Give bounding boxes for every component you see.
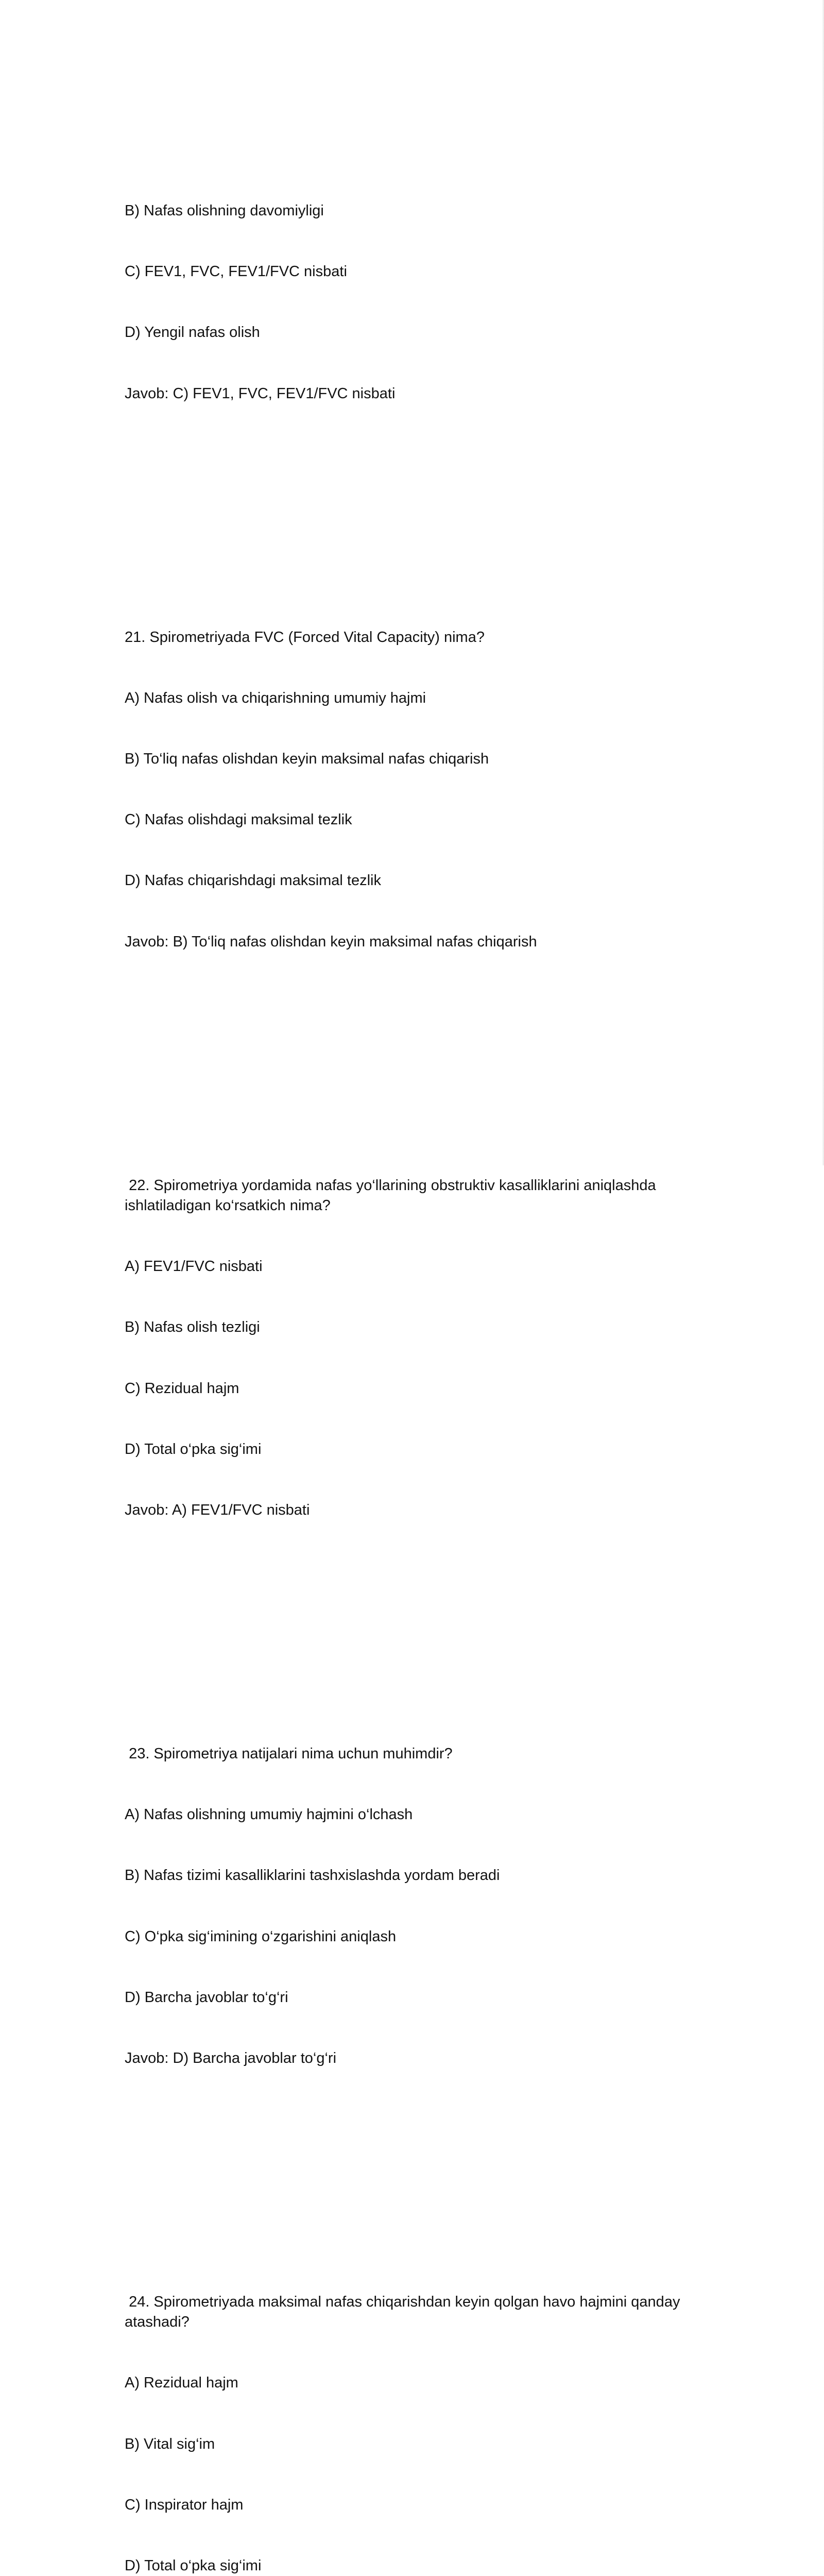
option-b: B) To‘liq nafas olishdan keyin maksimal nafas chiqarish [125,750,489,767]
option-c: C) Inspirator hajm [125,2496,244,2513]
option-a: A) Nafas olishning umumiy hajmini o‘lchash [125,1806,413,1823]
document-content [125,99,707,2576]
question-24 [125,2251,707,2576]
option-b: B) Nafas tizimi kasalliklarini tashxislashda yordam beradi [125,1867,500,1884]
answer-text: Javob: B) To‘liq nafas olishdan keyin maksimal nafas chiqarish [125,933,537,950]
question-text: 22. Spirometriya yordamida nafas yo‘llarining obstruktiv kasalliklarini aniqlashda ishlatiladigan ko‘rsatkich nima? [125,1177,660,1214]
question-text: 21. Spirometriyada FVC (Forced Vital Capacity) nima? [125,629,485,646]
spacer [125,1622,707,1642]
option-c: C) Nafas olishdagi maksimal tezlik [125,811,352,828]
option-a: A) Rezidual hajm [125,2375,238,2392]
answer-text: Javob: D) Barcha javoblar to‘g‘ri [125,2049,337,2066]
intro-line: D) Yengil nafas olish [125,324,260,341]
option-a: A) FEV1/FVC nisbati [125,1258,263,1275]
option-a: A) Nafas olish va chiqarishning umumiy hajmi [125,689,426,706]
question-text: 23. Spirometriya natijalari nima uchun muhimdir? [125,1745,453,1762]
page-edge [822,0,824,1165]
answer-text: Javob: A) FEV1/FVC nisbati [125,1502,310,1518]
intro-line: C) FEV1, FVC, FEV1/FVC nisbati [125,263,347,280]
question-23 [125,1703,707,2109]
question-22 [125,1135,707,1562]
option-d: D) Barcha javoblar to‘g‘ri [125,1989,288,2006]
intro-answer: Javob: C) FEV1, FVC, FEV1/FVC nisbati [125,385,396,402]
option-c: C) O‘pka sig‘imining o‘zgarishini aniqlash [125,1928,397,1945]
intro-block [125,160,707,445]
option-b: B) Nafas olish tezligi [125,1319,260,1336]
spacer [125,505,707,526]
spacer [125,2170,707,2190]
option-d: D) Nafas chiqarishdagi maksimal tezlik [125,872,381,889]
intro-line: B) Nafas olishning davomiyligi [125,202,324,219]
question-21 [125,587,707,993]
option-d: D) Total o‘pka sig‘imi [125,2557,262,2574]
question-text: 24. Spirometriyada maksimal nafas chiqarishdan keyin qolgan havo hajmini qanday atashadi? [125,2293,684,2331]
spacer [125,1054,707,1074]
option-c: C) Rezidual hajm [125,1380,239,1397]
option-b: B) Vital sig‘im [125,2435,215,2452]
option-d: D) Total o‘pka sig‘imi [125,1440,262,1458]
